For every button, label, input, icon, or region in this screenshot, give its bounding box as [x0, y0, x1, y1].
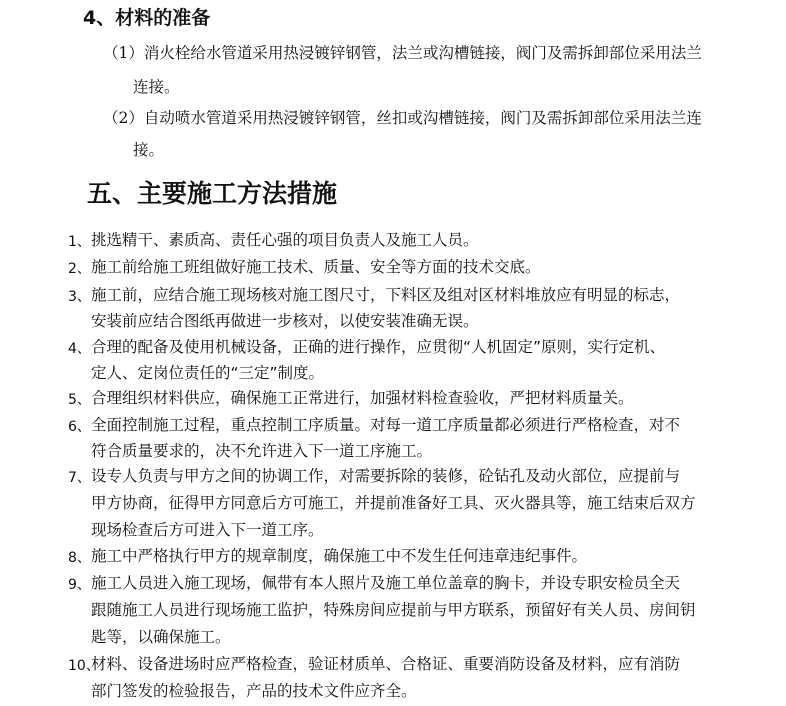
list-item-8-number: 8、 [68, 550, 91, 566]
section-4-item-1-line-2: 连接。 [133, 78, 180, 96]
list-item-7-line-2: 甲方协商，征得甲方同意后方可施工，并提前准备好工具、灭火器具等，施工结束后双方 [91, 494, 696, 512]
list-item-9-line-1: 施工人员进入施工现场，佩带有本人照片及施工单位盖章的胸卡，并设专职安检员全天 [91, 574, 681, 592]
section-5-heading: 五、主要施工方法措施 [87, 179, 338, 208]
list-item-5-number: 5、 [68, 392, 91, 408]
section-4-heading: 4、材料的准备 [83, 7, 211, 29]
list-item-3-line-1: 施工前，应结合施工现场核对施工图尺寸，下料区及组对区材料堆放应有明显的标志， [91, 286, 681, 304]
list-item-7-number: 7、 [68, 470, 91, 486]
list-item-5-line-1: 合理组织材料供应，确保施工正常进行，加强材料检查验收，严把材料质量关。 [91, 389, 634, 407]
list-item-10-line-1: 材料、设备进场时应严格检查，验证材质单、合格证、重要消防设备及材料，应有消防 [91, 655, 681, 673]
list-item-3-number: 3、 [68, 289, 91, 305]
section-4-item-2-line-2: 接。 [133, 141, 165, 159]
list-item-4-number: 4、 [68, 341, 91, 357]
list-item-6-line-1: 全面控制施工过程，重点控制工序质量。对每一道工序质量都必须进行严格检查，对不 [91, 416, 681, 434]
list-item-2-number: 2、 [68, 261, 91, 277]
list-item-1-line-1: 挑选精干、素质高、责任心强的项目负责人及施工人员。 [91, 231, 479, 249]
list-item-8-line-1: 施工中严格执行甲方的规章制度，确保施工中不发生任何违章违纪事件。 [91, 547, 588, 565]
list-item-6-number: 6、 [68, 419, 91, 435]
list-item-4-line-2: 定人、定岗位责任的“三定”制度。 [91, 364, 325, 382]
list-item-3-line-2: 安装前应结合图纸再做进一步核对，以使安装准确无误。 [91, 312, 479, 330]
list-item-1-number: 1、 [68, 234, 91, 250]
list-item-7-line-1: 设专人负责与甲方之间的协调工作，对需要拆除的装修，砼钻孔及动火部位，应提前与 [91, 467, 681, 485]
list-item-6-line-2: 符合质量要求的，决不允许进入下一道工序施工。 [91, 442, 433, 460]
list-item-4-line-1: 合理的配备及使用机械设备，正确的进行操作，应贯彻“人机固定”原则，实行定机、 [91, 338, 666, 356]
list-item-7-line-3: 现场检查后方可进入下一道工序。 [91, 521, 324, 539]
list-item-10-line-2: 部门签发的检验报告，产品的技术文件应齐全。 [91, 682, 417, 700]
section-4-item-1-line-1: （1）消火栓给水管道采用热浸镀锌钢管，法兰或沟槽链接，阀门及需拆卸部位采用法兰 [103, 44, 702, 62]
section-4-item-2-line-1: （2）自动喷水管道采用热浸镀锌钢管，丝扣或沟槽链接，阀门及需拆卸部位采用法兰连 [103, 109, 702, 127]
list-item-9-line-2: 跟随施工人员进行现场施工监护，特殊房间应提前与甲方联系，预留好有关人员、房间钥 [91, 601, 696, 619]
list-item-2-line-1: 施工前给施工班组做好施工技术、质量、安全等方面的技术交底。 [91, 258, 541, 276]
list-item-9-number: 9、 [68, 577, 91, 593]
list-item-10-number: 10、 [68, 658, 100, 674]
list-item-9-line-3: 匙等，以确保施工。 [91, 628, 231, 646]
